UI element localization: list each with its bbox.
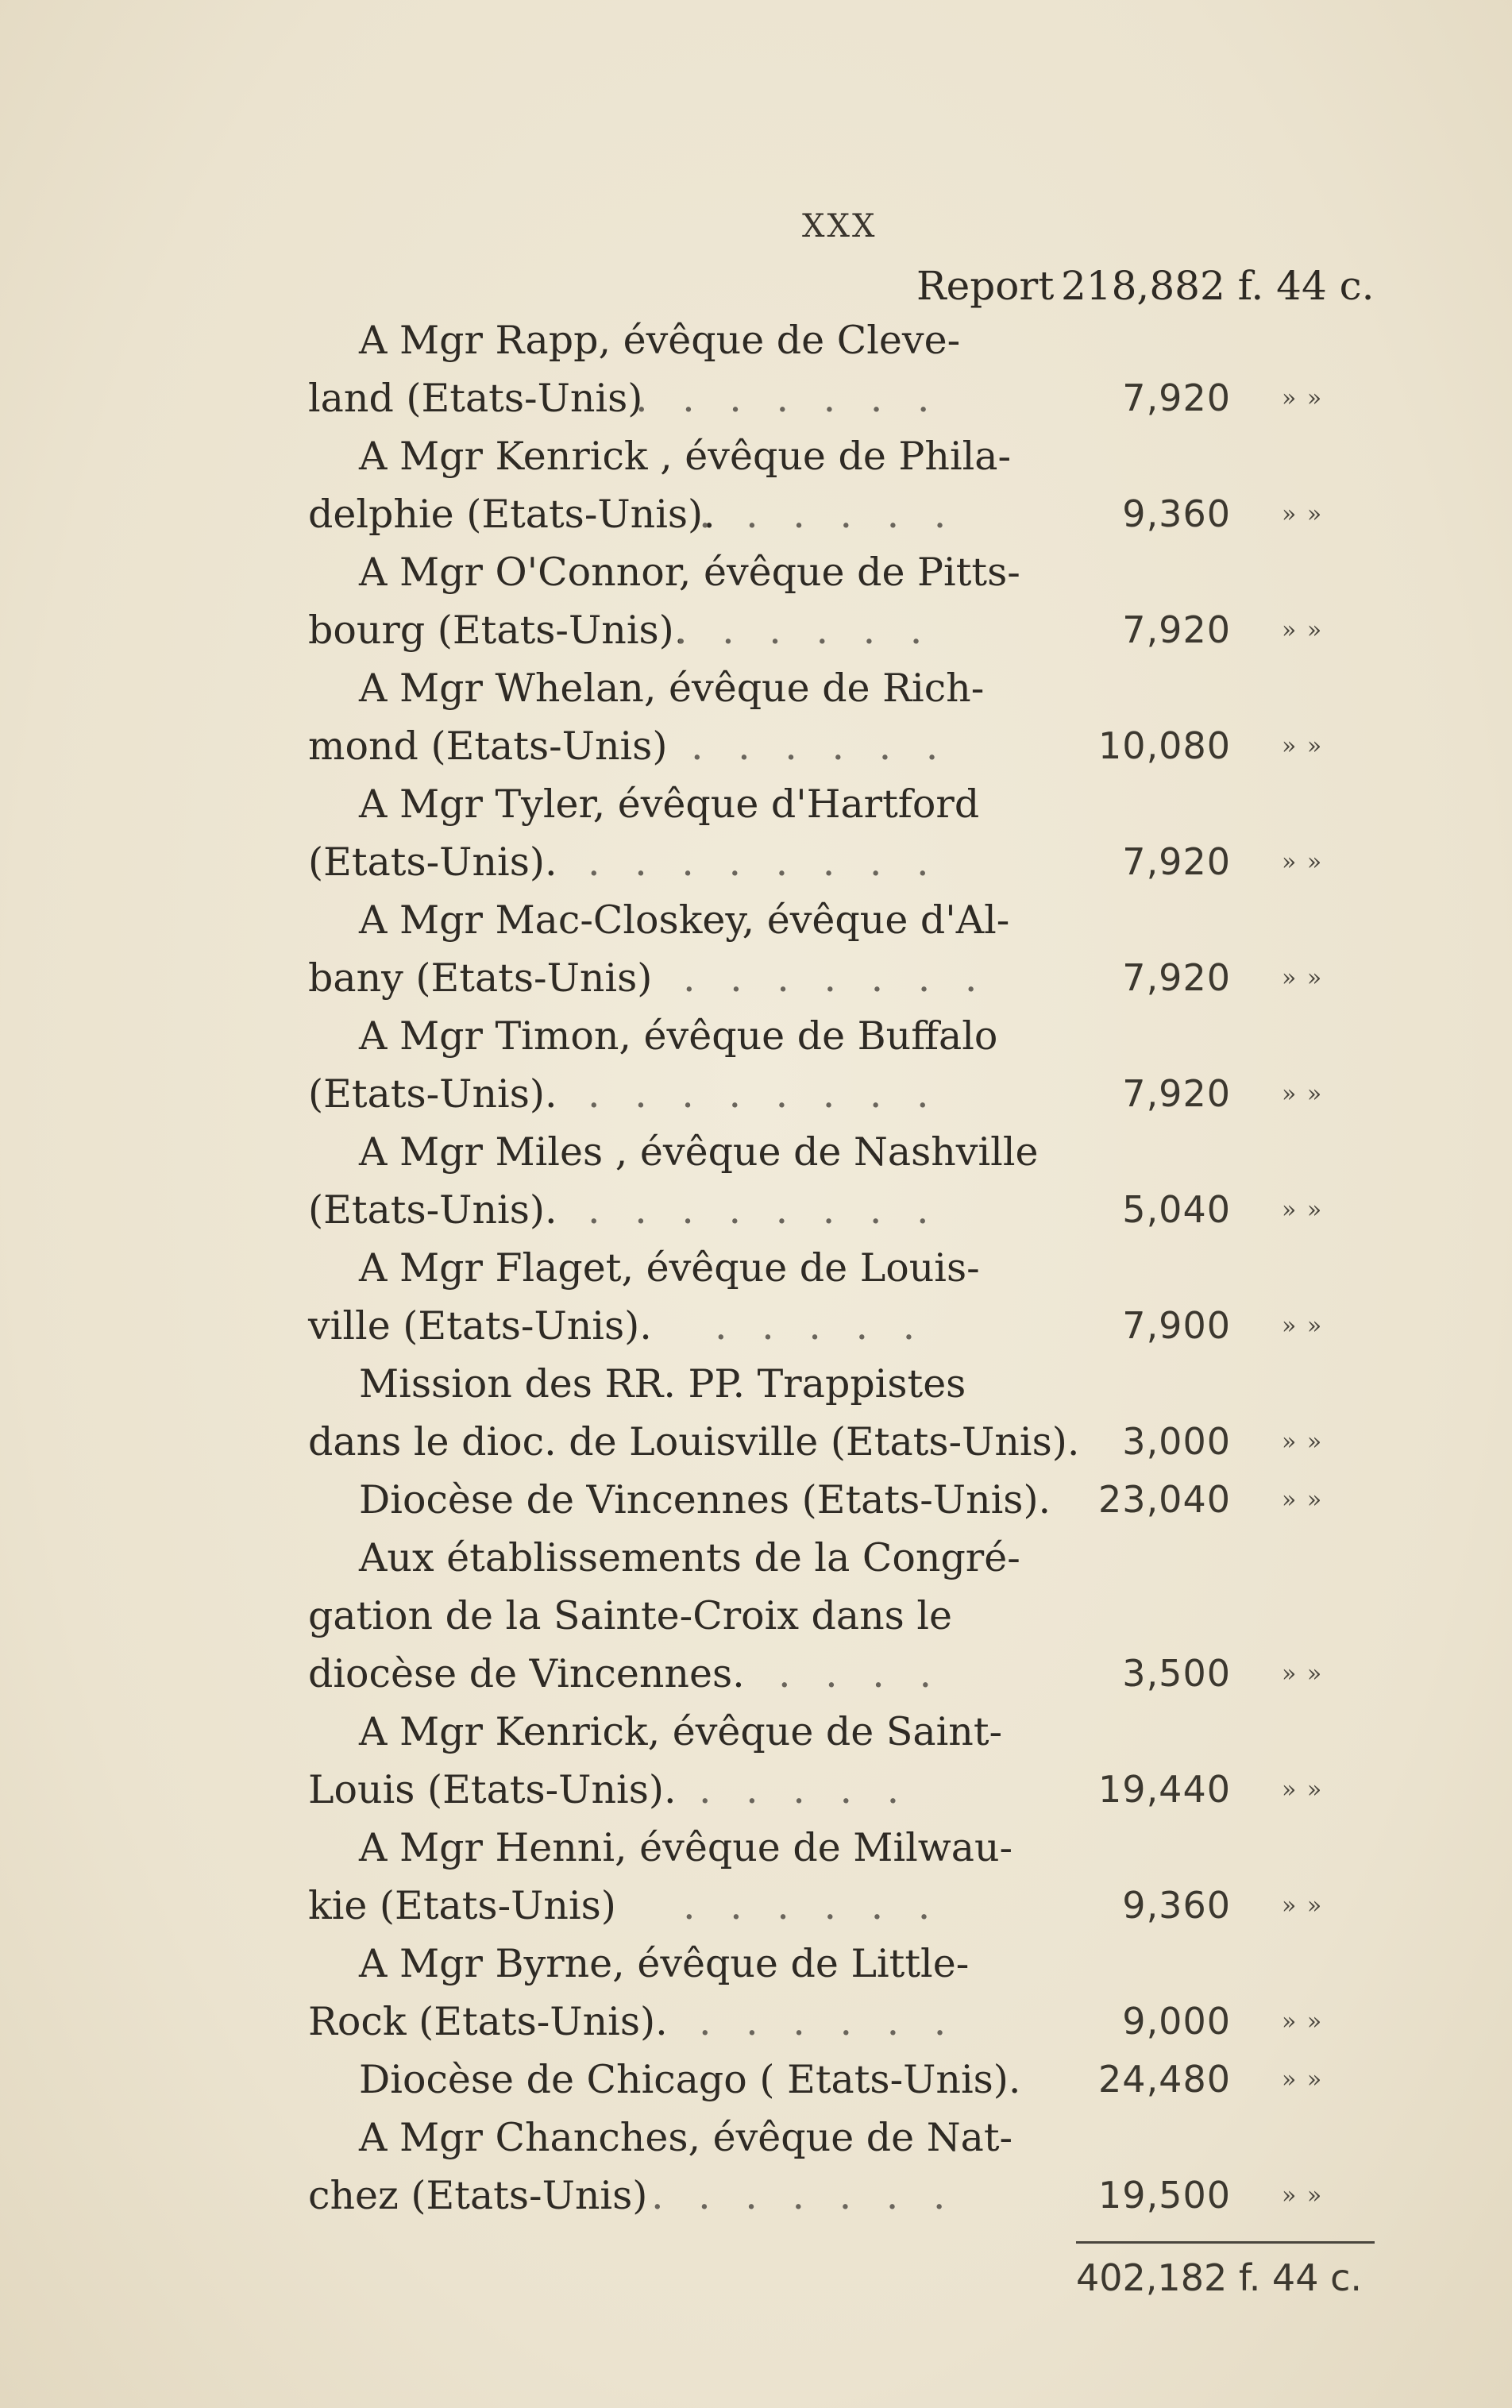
ledger-entry <box>0 775 1512 891</box>
entry-text: Louis (Etats-Unis). <box>308 1767 677 1812</box>
entry-text: A Mgr Flaget, évêque de Louis- <box>359 1245 980 1291</box>
ledger-entry <box>0 2051 1512 2109</box>
ditto-marks: » » <box>1282 964 1324 992</box>
ledger-entry <box>0 1471 1512 1529</box>
total-amount: 402,182 f. 44 c. <box>1076 2256 1363 2299</box>
ledger-entry <box>0 1355 1512 1471</box>
leader-dots: . . . . . . . <box>683 955 989 1001</box>
ditto-marks: » » <box>1282 732 1324 760</box>
ledger-entry <box>0 1935 1512 2051</box>
leader-dots: . . . . . . <box>691 724 950 769</box>
ditto-marks: » » <box>1282 1080 1324 1108</box>
entry-line <box>0 1819 1512 1877</box>
entry-line <box>0 2109 1512 2167</box>
entry-line <box>0 949 1512 1007</box>
entry-line <box>0 369 1512 427</box>
ditto-marks: » » <box>1282 1428 1324 1456</box>
entry-amount: 9,360 <box>1122 1884 1231 1927</box>
entry-line <box>0 311 1512 369</box>
ledger-entry <box>0 891 1512 1007</box>
entry-text: A Mgr Tyler, évêque d'Hartford <box>359 781 980 827</box>
entry-line <box>0 1297 1512 1355</box>
entry-amount: 19,500 <box>1098 2174 1231 2217</box>
entry-line <box>0 1413 1512 1471</box>
entry-line <box>0 543 1512 601</box>
leader-dots: . . . . <box>778 1651 943 1696</box>
ditto-marks: » » <box>1282 2182 1324 2209</box>
entry-text: (Etats-Unis). <box>308 1187 557 1233</box>
ditto-marks: » » <box>1282 1776 1324 1804</box>
entry-text: dans le dioc. de Louisville (Etats-Unis). <box>308 1419 1080 1464</box>
ditto-marks: » » <box>1282 1312 1324 1340</box>
ledger-entry <box>0 1123 1512 1239</box>
entry-line <box>0 485 1512 543</box>
entry-line <box>0 1993 1512 2051</box>
total-rule <box>1076 2241 1375 2244</box>
entry-line <box>0 1181 1512 1239</box>
entry-text: (Etats-Unis). <box>308 839 557 885</box>
ledger-entry <box>0 311 1512 427</box>
entry-line <box>0 2167 1512 2225</box>
entry-line <box>0 717 1512 775</box>
ledger-entry <box>0 2109 1512 2225</box>
entry-amount: 9,000 <box>1122 2000 1231 2043</box>
entry-text: Diocèse de Chicago ( Etats-Unis). <box>359 2057 1021 2102</box>
ditto-marks: » » <box>1282 616 1324 644</box>
ledger-entry <box>0 1529 1512 1703</box>
entry-text: A Mgr Chanches, évêque de Nat- <box>359 2115 1013 2160</box>
entry-text: Mission des RR. PP. Trappistes <box>359 1361 966 1407</box>
entry-amount: 7,920 <box>1122 956 1231 999</box>
entry-amount: 7,920 <box>1122 840 1231 883</box>
ditto-marks: » » <box>1282 500 1324 528</box>
entry-line <box>0 833 1512 891</box>
entry-text: Aux établissements de la Congré- <box>359 1535 1020 1580</box>
ditto-marks: » » <box>1282 848 1324 876</box>
ledger-entry <box>0 1007 1512 1123</box>
entry-text: bany (Etats-Unis) <box>308 955 653 1001</box>
entry-text: ville (Etats-Unis). <box>308 1303 652 1349</box>
entry-line <box>0 1529 1512 1587</box>
entry-line <box>0 1935 1512 1993</box>
entry-amount: 7,920 <box>1122 376 1231 419</box>
entry-text: A Mgr Mac-Closkey, évêque d'Al- <box>359 897 1010 943</box>
leader-dots: . . . . . . . . <box>588 839 940 885</box>
ledger-entry <box>0 659 1512 775</box>
entry-line <box>0 1877 1512 1935</box>
entry-line <box>0 1761 1512 1819</box>
entry-text: kie (Etats-Unis) <box>308 1883 616 1928</box>
leader-dots: . . . . . <box>715 1303 927 1349</box>
leader-dots: . . . . . . <box>699 492 958 537</box>
ledger-entry <box>0 1239 1512 1355</box>
entry-amount: 7,920 <box>1122 608 1231 651</box>
leader-dots: . . . . . <box>699 1767 911 1812</box>
entry-text: A Mgr Kenrick, évêque de Saint- <box>359 1709 1003 1754</box>
page-number: XXX <box>802 208 878 245</box>
entry-text: A Mgr Byrne, évêque de Little- <box>359 1941 970 1986</box>
ditto-marks: » » <box>1282 1660 1324 1688</box>
entry-line <box>0 891 1512 949</box>
entry-text: mond (Etats-Unis) <box>308 724 668 769</box>
entry-line <box>0 775 1512 833</box>
entry-text: chez (Etats-Unis) <box>308 2173 648 2218</box>
entry-amount: 19,440 <box>1098 1768 1231 1811</box>
leader-dots: . . . . . . <box>699 1999 958 2044</box>
entry-amount: 3,000 <box>1122 1420 1231 1463</box>
entry-text: gation de la Sainte-Croix dans le <box>308 1593 953 1638</box>
entry-text: A Mgr Miles , évêque de Nashville <box>359 1129 1039 1175</box>
entry-amount: 24,480 <box>1098 2058 1231 2101</box>
ditto-marks: » » <box>1282 1196 1324 1224</box>
entry-line <box>0 1645 1512 1703</box>
ledger-entry <box>0 427 1512 543</box>
ditto-marks: » » <box>1282 1486 1324 1514</box>
leader-dots: . . . . . . . <box>651 2173 957 2218</box>
entry-text: land (Etats-Unis) <box>308 376 643 421</box>
leader-dots: . . . . . . . <box>635 376 941 421</box>
entry-text: A Mgr Rapp, évêque de Cleve- <box>359 318 961 363</box>
entry-text: A Mgr Timon, évêque de Buffalo <box>359 1013 998 1059</box>
entry-amount: 7,920 <box>1122 1072 1231 1115</box>
entry-line <box>0 659 1512 717</box>
entry-amount: 23,040 <box>1098 1478 1231 1521</box>
entry-line <box>0 427 1512 485</box>
ditto-marks: » » <box>1282 384 1324 412</box>
entry-text: Rock (Etats-Unis). <box>308 1999 668 2044</box>
leader-dots: . . . . . . <box>675 608 934 653</box>
ditto-marks: » » <box>1282 1892 1324 1920</box>
leader-dots: . . . . . . <box>683 1883 942 1928</box>
entry-text: A Mgr Henni, évêque de Milwau- <box>359 1825 1013 1870</box>
ledger-entry <box>0 1819 1512 1935</box>
entry-amount: 9,360 <box>1122 492 1231 535</box>
entry-line <box>0 1239 1512 1297</box>
entry-text: diocèse de Vincennes. <box>308 1651 745 1696</box>
entry-line <box>0 1587 1512 1645</box>
ledger-entry <box>0 543 1512 659</box>
entry-text: bourg (Etats-Unis). <box>308 608 687 653</box>
leader-dots: . . . . . . . . <box>588 1187 940 1233</box>
entry-line <box>0 1123 1512 1181</box>
entry-amount: 10,080 <box>1098 724 1231 767</box>
entry-amount: 7,900 <box>1122 1304 1231 1347</box>
entry-text: Diocèse de Vincennes (Etats-Unis). <box>359 1477 1051 1522</box>
ledger-entry <box>0 1703 1512 1819</box>
entry-line <box>0 2051 1512 2109</box>
report-amount: 218,882 f. 44 c. <box>1061 263 1375 309</box>
ditto-marks: » » <box>1282 2008 1324 2036</box>
entry-line <box>0 1007 1512 1065</box>
entry-text: A Mgr O'Connor, évêque de Pitts- <box>359 550 1020 595</box>
leader-dots: . . . . . . . . <box>588 1071 940 1117</box>
entry-line <box>0 1471 1512 1529</box>
entry-text: A Mgr Whelan, évêque de Rich- <box>359 666 985 711</box>
entry-line <box>0 1065 1512 1123</box>
entry-line <box>0 1355 1512 1413</box>
entry-text: A Mgr Kenrick , évêque de Phila- <box>359 434 1012 479</box>
report-label: Report <box>916 263 1055 309</box>
ditto-marks: » » <box>1282 2066 1324 2093</box>
entry-line <box>0 601 1512 659</box>
entry-line <box>0 1703 1512 1761</box>
ledger-entries <box>0 311 1512 2225</box>
entry-amount: 5,040 <box>1122 1188 1231 1231</box>
entry-text: (Etats-Unis). <box>308 1071 557 1117</box>
entry-amount: 3,500 <box>1122 1652 1231 1695</box>
entry-text: delphie (Etats-Unis). <box>308 492 716 537</box>
